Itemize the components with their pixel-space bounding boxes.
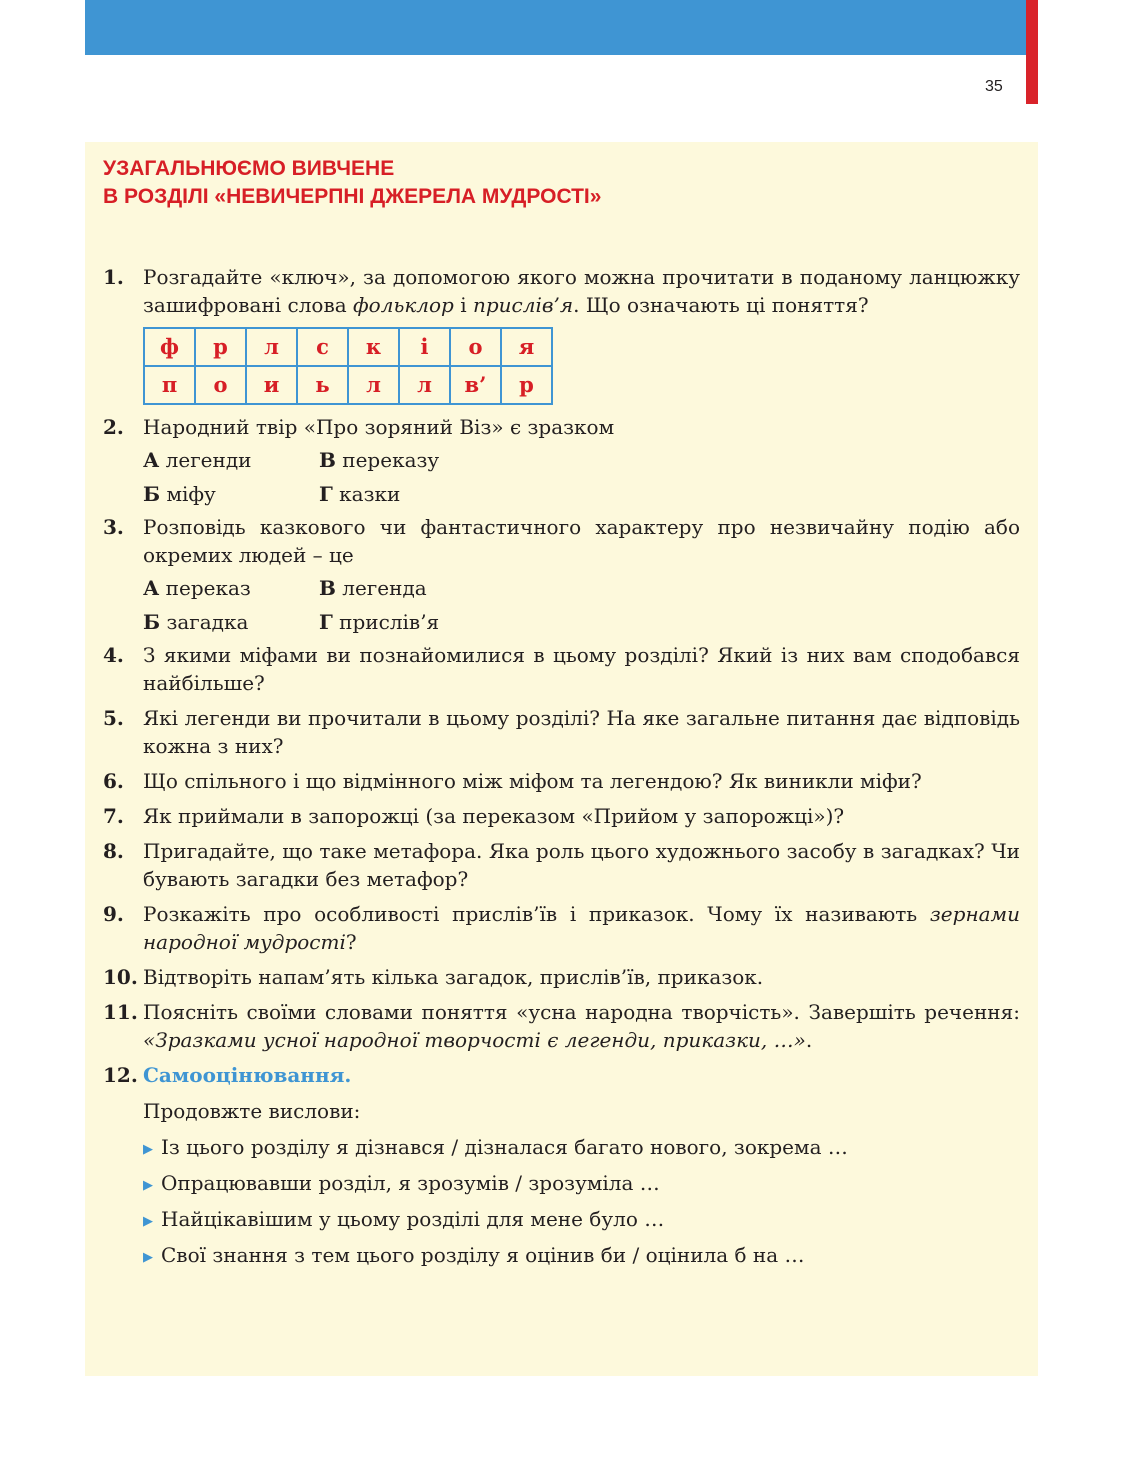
text-part: Поясніть своїми словами поняття «усна народна творчість». Завершіть речення: (143, 1000, 1020, 1024)
option-letter: В (319, 448, 336, 472)
question-text: Пригадайте, що таке метафора. Яка роль цього художнього засобу в загадках? Чи бувають загадки без метафор? (143, 839, 1020, 891)
option-letter: Б (143, 482, 161, 506)
option-text: легенда (335, 576, 427, 600)
cipher-cell: ф (144, 328, 195, 366)
text-part: і (453, 293, 473, 317)
triangle-right-icon: ▶ (143, 1142, 153, 1157)
question-number: 4. (103, 643, 124, 667)
question-8 (103, 837, 1020, 893)
option-letter: Г (319, 610, 333, 634)
options-row (143, 443, 1020, 477)
cipher-cell: л (399, 366, 450, 404)
cipher-cell: ь (297, 366, 348, 404)
text-part: Розгадайте «ключ», за допомогою якого можна прочитати в поданому ланцюжку зашифровані слова (143, 265, 1020, 317)
answer-option (319, 605, 495, 639)
answer-option (319, 443, 495, 477)
question-7 (103, 802, 1020, 830)
question-12 (103, 1061, 1020, 1089)
statement-text: Із цього розділу я дізнався / дізналася багато нового, зокрема … (161, 1135, 848, 1159)
question-text (143, 263, 1020, 319)
cipher-cell: я (501, 328, 552, 366)
cipher-cell: л (348, 366, 399, 404)
self-assessment-title: Самооцінювання. (143, 1063, 352, 1087)
option-letter: А (143, 576, 160, 600)
top-color-bar (85, 0, 1030, 55)
option-text: переказу (335, 448, 440, 472)
option-text: переказ (159, 576, 251, 600)
question-text: З якими міфами ви познайомилися в цьому розділі? Який із них вам сподобався найбільше? (143, 643, 1020, 695)
question-number: 6. (103, 769, 124, 793)
options-row (143, 605, 1020, 639)
answer-options (143, 571, 1020, 639)
question-9 (103, 900, 1020, 956)
question-text: Що спільного і що відмінного між міфом та легендою? Як виникли міфи? (143, 769, 922, 793)
section-heading (103, 155, 601, 211)
option-text: міфу (160, 482, 216, 506)
self-assessment-prompt: Продовжте вислови: (143, 1099, 361, 1123)
question-number: 2. (103, 415, 124, 439)
statement-text: Найцікавішим у цьому розділі для мене було … (161, 1207, 665, 1231)
text-part: ? (345, 930, 357, 954)
statement-item (143, 1165, 1020, 1201)
cipher-table (143, 327, 553, 405)
question-11 (103, 998, 1020, 1054)
question-3 (103, 513, 1020, 569)
question-1 (103, 263, 1020, 319)
statement-item (143, 1237, 1020, 1273)
answer-options (143, 443, 1020, 511)
statement-item (143, 1129, 1020, 1165)
triangle-right-icon: ▶ (143, 1178, 153, 1193)
option-letter: А (143, 448, 160, 472)
cipher-cell: і (399, 328, 450, 366)
question-number: 3. (103, 515, 124, 539)
statement-item (143, 1201, 1020, 1237)
cipher-cell: п (144, 366, 195, 404)
option-letter: Б (143, 610, 161, 634)
question-number: 9. (103, 902, 124, 926)
page-number: 35 (985, 78, 1003, 95)
question-text: Які легенди ви прочитали в цьому розділі? На яке загальне питання дає відповідь кожна з них? (143, 706, 1020, 758)
answer-option (143, 477, 319, 511)
option-text: легенди (159, 448, 252, 472)
option-text: загадка (160, 610, 249, 634)
cipher-cell: о (450, 328, 501, 366)
question-number: 1. (103, 265, 124, 289)
term-proverb: прислів’я (472, 293, 574, 317)
cipher-cell: о (195, 366, 246, 404)
question-text (143, 900, 1020, 956)
question-number: 10. (103, 965, 138, 989)
answer-option (143, 571, 319, 605)
question-text: Народний твір «Про зоряний Віз» є зразком (143, 415, 615, 439)
question-number: 8. (103, 839, 124, 863)
text-part: . (805, 1028, 813, 1052)
heading-line-1: УЗАГАЛЬНЮЄМО ВИВЧЕНЕ (103, 157, 395, 180)
question-text: Як приймали в запорожці (за переказом «Прийом у запорожці»)? (143, 804, 845, 828)
question-number: 5. (103, 706, 124, 730)
answer-option (143, 605, 319, 639)
text-part: . Що означають ці поняття? (573, 293, 869, 317)
question-5 (103, 704, 1020, 760)
self-assessment-block (143, 1093, 1020, 1273)
question-6 (103, 767, 1020, 795)
question-text (143, 998, 1020, 1054)
emphasis-text: зернами народної мудрості (143, 902, 1020, 954)
heading-line-2: В РОЗДІЛІ «НЕВИЧЕРПНІ ДЖЕРЕЛА МУДРОСТІ» (103, 185, 602, 208)
option-letter: В (319, 576, 336, 600)
question-10 (103, 963, 1020, 991)
cipher-cell: к (348, 328, 399, 366)
option-letter: Г (319, 482, 333, 506)
page-edge-marker (1026, 0, 1038, 104)
option-text: прислів’я (332, 610, 440, 634)
emphasis-text: «Зразками усної народної творчості є легенди, приказки, …» (143, 1028, 806, 1052)
text-part: Розкажіть про особливості прислів’їв і приказок. Чому їх називають (143, 902, 930, 926)
answer-option (319, 477, 495, 511)
statement-text: Опрацювавши розділ, я зрозумів / зрозуміла … (161, 1171, 660, 1195)
cipher-cell: р (195, 328, 246, 366)
question-number: 11. (103, 1000, 138, 1024)
question-2 (103, 413, 1020, 441)
question-text: Розповідь казкового чи фантастичного характеру про незвичайну подію або окремих людей – це (143, 515, 1020, 567)
cipher-row-2 (144, 366, 552, 404)
questions-list (103, 263, 1020, 1273)
triangle-right-icon: ▶ (143, 1214, 153, 1229)
option-text: казки (332, 482, 401, 506)
question-4 (103, 641, 1020, 697)
question-text: Відтворіть напам’ять кілька загадок, прислів’їв, приказок. (143, 965, 764, 989)
statement-text: Свої знання з тем цього розділу я оцінив би / оцінила б на … (161, 1243, 805, 1267)
options-row (143, 477, 1020, 511)
question-number: 12. (103, 1063, 138, 1087)
triangle-right-icon: ▶ (143, 1250, 153, 1265)
term-folklore: фольклор (353, 293, 454, 317)
cipher-cell: р (501, 366, 552, 404)
options-row (143, 571, 1020, 605)
cipher-cell: и (246, 366, 297, 404)
question-number: 7. (103, 804, 124, 828)
cipher-cell: с (297, 328, 348, 366)
cipher-cell: в’ (450, 366, 501, 404)
answer-option (319, 571, 495, 605)
cipher-cell: л (246, 328, 297, 366)
cipher-row-1 (144, 328, 552, 366)
answer-option (143, 443, 319, 477)
